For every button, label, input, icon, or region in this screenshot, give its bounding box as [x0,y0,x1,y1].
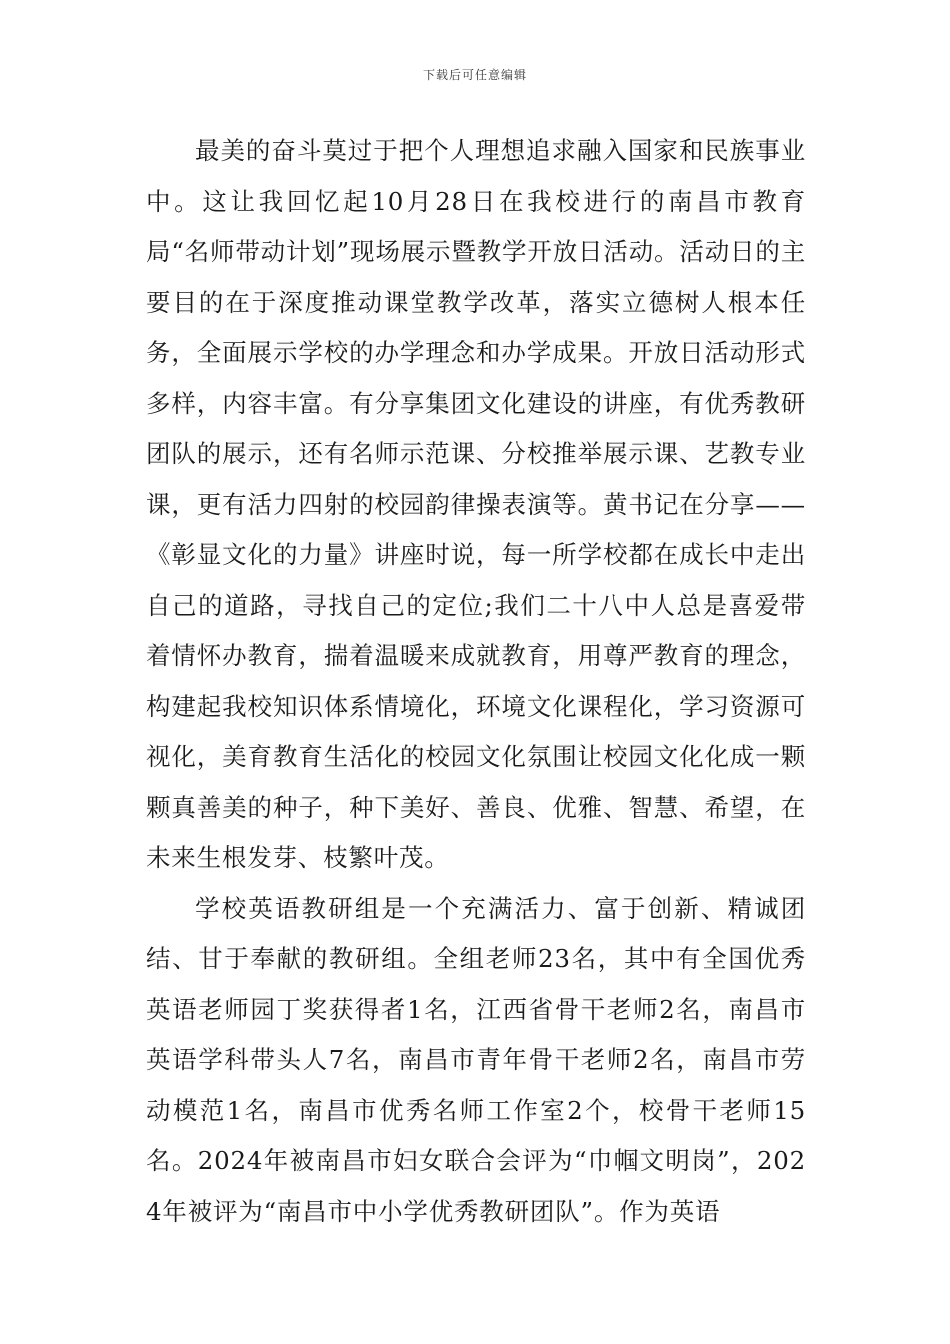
page-header-note: 下载后可任意编辑 [422,68,527,82]
document-body [146,126,806,1237]
paragraph-2: 学校英语教研组是一个充满活力、富于创新、精诚团结、甘于奉献的教研组。全组老师23名，其中有全国优秀英语老师园丁奖获得者1名，江西省骨干老师2名，南昌市英语学科带头人7名，南昌市青年骨干老师2名，南昌市劳动模范1名，南昌市优秀名师工作室2个，校骨干老师15名。2024年被南昌市妇女联合会评为“巾帼文明岗”，2024年被评为“南昌市中小学优秀教研团队”。作为英语 [146,893,806,1226]
paragraph-1: 最美的奋斗莫过于把个人理想追求融入国家和民族事业中。这让我回忆起10月28日在我校进行的南昌市教育局“名师带动计划”现场展示暨教学开放日活动。活动日的主要目的在于深度推动课堂教学改革，落实立德树人根本任务，全面展示学校的办学理念和办学成果。开放日活动形式多样，内容丰富。有分享集团文化建设的讲座，有优秀教研团队的展示，还有名师示范课、分校推举展示课、艺教专业课，更有活力四射的校园韵律操表演等。黄书记在分享——《彰显文化的力量》讲座时说，每一所学校都在成长中走出自己的道路，寻找自己的定位;我们二十八中人总是喜爱带着情怀办教育，揣着温暖来成就教育，用尊严教育的理念，构建起我校知识体系情境化，环境文化课程化，学习资源可视化，美育教育生活化的校园文化氛围让校园文化化成一颗颗真善美的种子，种下美好、善良、优雅、智慧、希望，在未来生根发芽、枝繁叶茂。 [146,136,806,872]
